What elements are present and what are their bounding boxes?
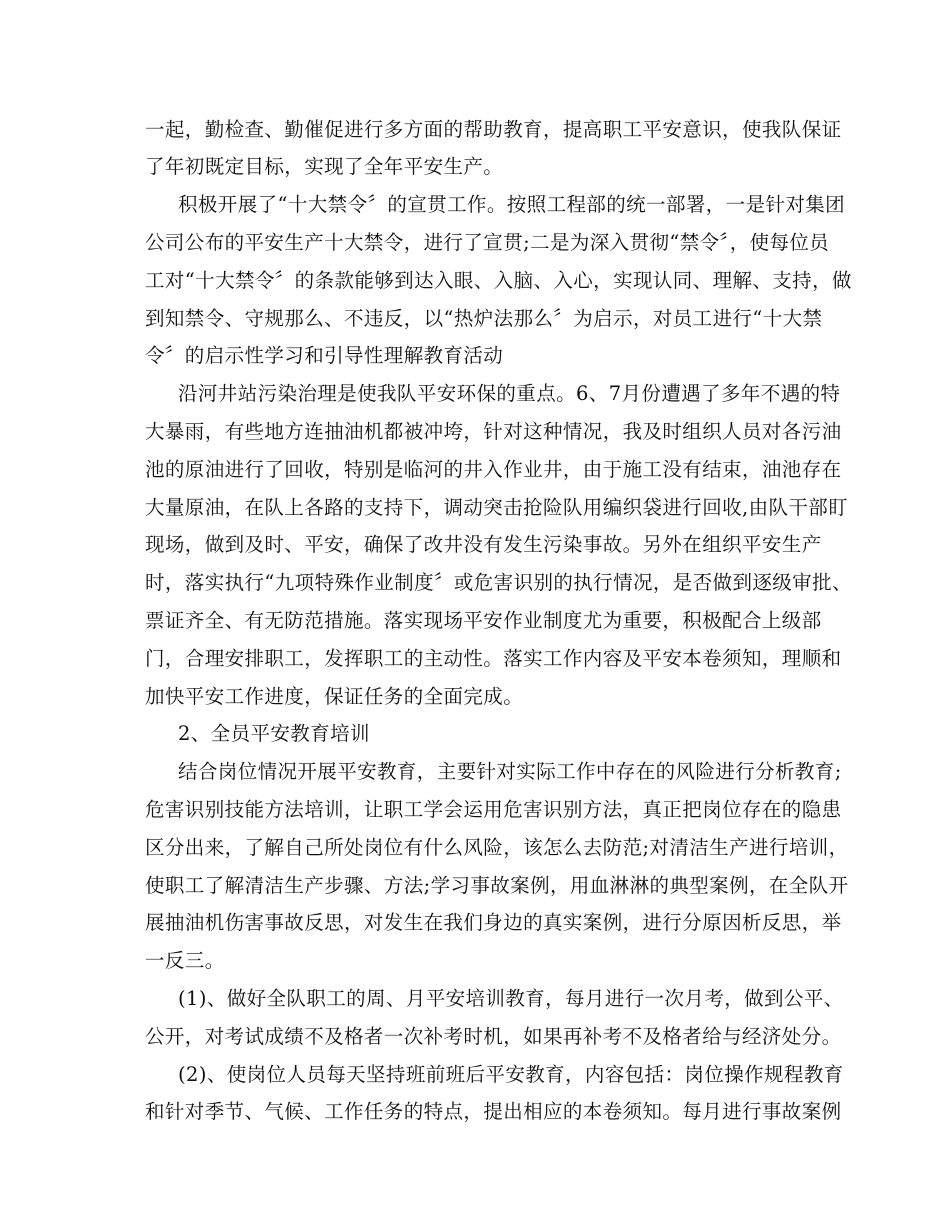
text-line: 区分出来，了解自己所处岗位有什么风险，该怎么去防范;对清洁生产进行培训， [145, 836, 849, 859]
text-line: 令〞的启示性学习和引导性理解教育活动 [145, 344, 504, 367]
paragraph-first-line: 结合岗位情况开展平安教育，主要针对实际工作中存在的风险进行分析教育; [178, 760, 842, 783]
text-line: 池的原油进行了回收，特别是临河的井入作业井，由于施工没有结束，油池存在 [145, 458, 842, 481]
paragraph-first-line: (2)、使岗位人员每天坚持班前班后平安教育，内容包括：岗位操作规程教育 [178, 1063, 844, 1086]
text-line: 门，合理安排职工，发挥职工的主动性。落实工作内容及平安本卷须知，理顺和 [145, 647, 842, 670]
text-line: 时，落实执行“九项特殊作业制度〞或危害识别的执行情况，是否做到逐级审批、 [145, 571, 852, 594]
paragraph-first-line: 沿河井站污染治理是使我队平安环保的重点。6、7月份遭遇了多年不遇的特 [178, 382, 841, 405]
text-line: 了年初既定目标，实现了全年平安生产。 [145, 155, 504, 178]
text-line: 和针对季节、气候、工作任务的特点，提出相应的本卷须知。每月进行事故案例 [145, 1100, 842, 1123]
text-line: 一反三。 [145, 949, 225, 972]
text-line: 危害识别技能方法培训，让职工学会运用危害识别方法，真正把岗位存在的隐患 [145, 798, 842, 821]
text-line: 展抽油机伤害事故反思，对发生在我们身边的真实案例，进行分原因析反思，举 [145, 911, 842, 934]
text-line: 一起，勤检查、勤催促进行多方面的帮助教育，提高职工平安意识，使我队保证 [145, 118, 842, 141]
text-line: 工对“十大禁令〞的条款能够到达入眼、入脑、入心，实现认同、理解、支持，做 [145, 269, 852, 292]
text-line: 使职工了解清洁生产步骤、方法;学习事故案例，用血淋淋的典型案例，在全队开 [145, 874, 849, 897]
section-heading: 2、全员平安教育培训 [178, 722, 370, 745]
text-line: 公开，对考试成绩不及格者一次补考时机，如果再补考不及格者给与经济处分。 [145, 1025, 842, 1048]
text-line: 公司公布的平安生产十大禁令，进行了宣贯;二是为深入贯彻“禁令〞，使每位员 [145, 231, 830, 254]
paragraph-first-line: (1)、做好全队职工的周、月平安培训教育，每月进行一次月考，做到公平、 [178, 987, 844, 1010]
text-line: 大量原油，在队上各路的支持下，调动突击抢险队用编织袋进行回收,由队干部盯 [145, 496, 849, 519]
paragraph-first-line: 积极开展了“十大禁令〞的宣贯工作。按照工程部的统一部署，一是针对集团 [178, 193, 846, 216]
text-line: 加快平安工作进度，保证任务的全面完成。 [145, 685, 524, 708]
text-line: 票证齐全、有无防范措施。落实现场平安作业制度尤为重要，积极配合上级部 [145, 609, 822, 632]
text-line: 到知禁令、守规那么、不违反，以“热炉法那么〞为启示，对员工进行“十大禁 [145, 307, 823, 330]
text-line: 大暴雨，有些地方连抽油机都被冲垮，针对这种情况，我及时组织人员对各污油 [145, 420, 842, 443]
text-line: 现场，做到及时、平安，确保了改井没有发生污染事故。另外在组织平安生产 [145, 533, 822, 556]
